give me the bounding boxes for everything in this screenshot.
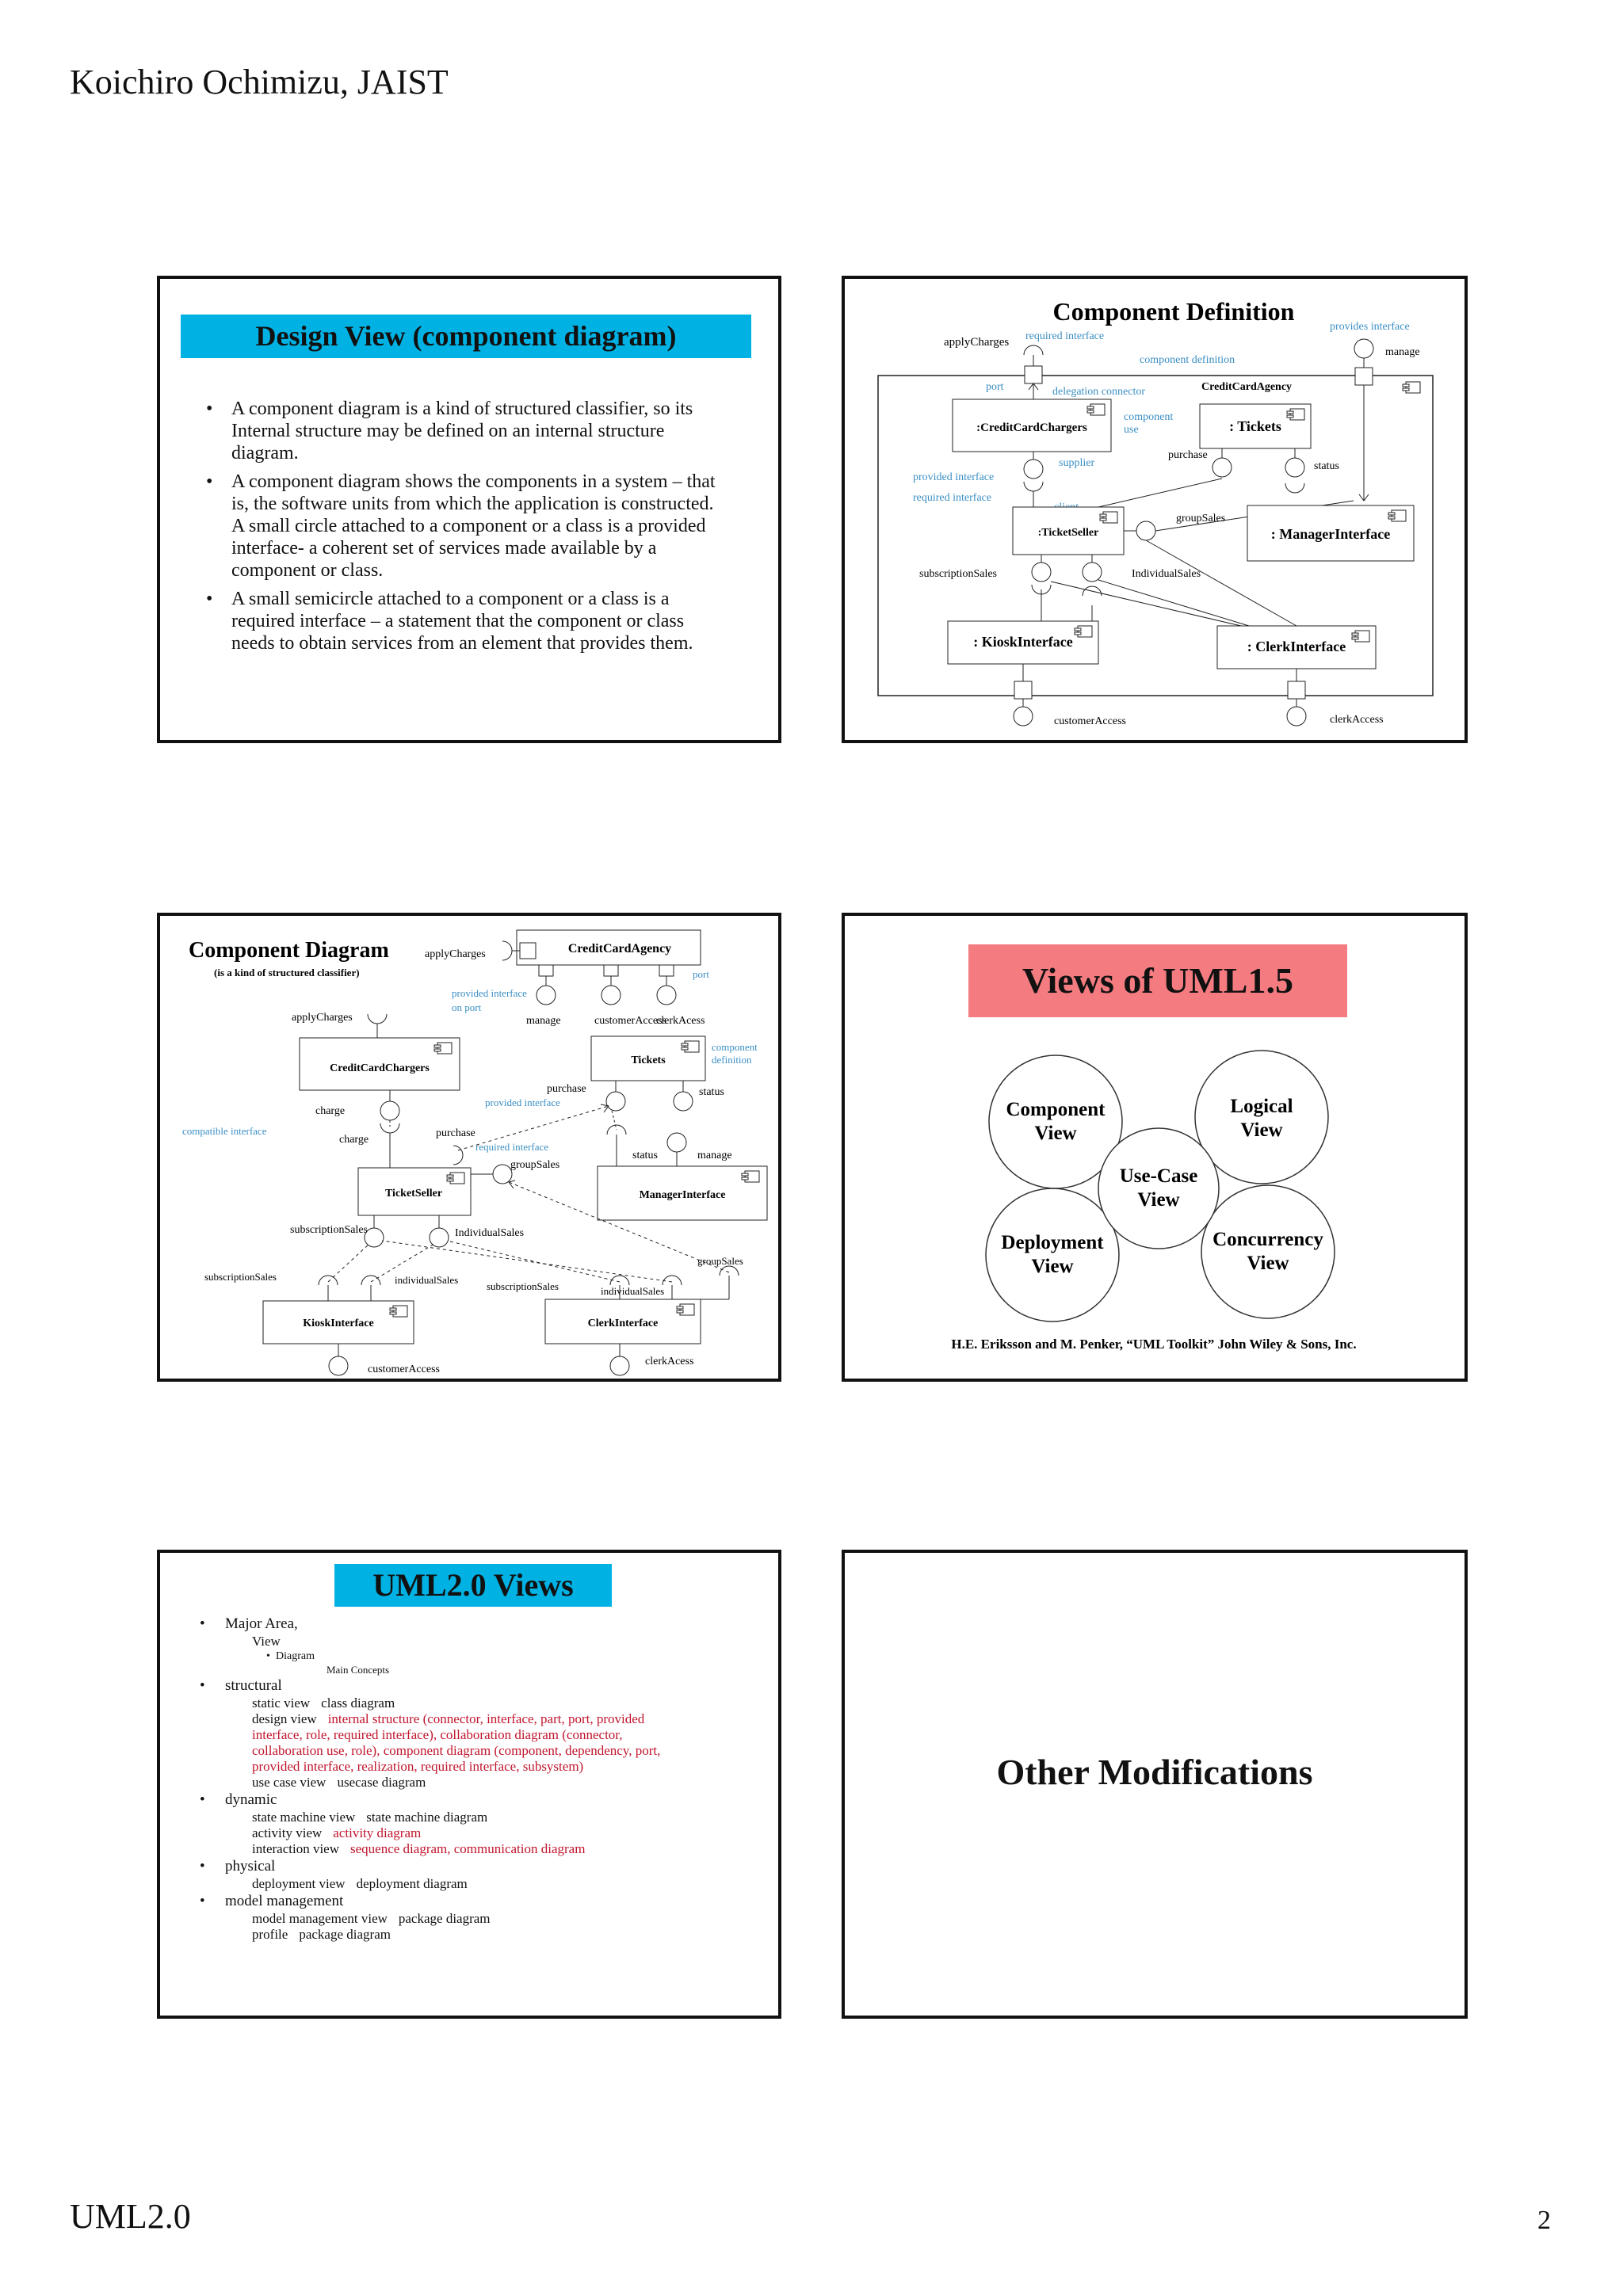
label-status-2: status [632,1150,658,1161]
provided-interface-status [1285,458,1304,477]
view-label: View [1034,1123,1077,1144]
diagram-name: package diagram [299,1927,391,1942]
annotation-component-definition: component definition [1140,354,1235,366]
label-manage: manage [1385,346,1420,358]
view-label: View [1247,1253,1289,1274]
label-customer-access: customerAccess [368,1363,440,1375]
slide-title: Component Definition [1052,297,1295,326]
component-name: ManagerInterface [639,1189,726,1201]
outline-item: • Major Area, [184,1615,754,1634]
view-row [184,1825,754,1841]
view-label: Use-Case [1119,1165,1198,1187]
annotation-provided-on-port-2: on port [452,1001,482,1013]
view-name: use case view [252,1775,327,1790]
bullet-item: • A component diagram shows the components in a system – that is, the software units from which the application is constructed. A small circle attached to a component or a class is a provided interface- a coherent set of services made available by a component or class. [206,471,721,582]
label-status-1: status [699,1086,724,1098]
view-name: deployment view [252,1876,346,1891]
view-row [184,1711,754,1727]
slide-uml20-views [157,1550,781,2019]
port-manage [1355,368,1373,385]
label-subscription-sales-2: subscriptionSales [204,1271,277,1283]
view-name: profile [252,1927,288,1942]
required-interface-symbol [380,1123,399,1133]
port-clerk-access [1288,681,1305,699]
slide-title: Design View (component diagram) [181,315,751,358]
view-label: View [1031,1256,1074,1277]
provided-interface-group-sales [493,1165,512,1184]
annotation-required-interface: required interface [475,1141,549,1153]
circle-logical-view [1195,1051,1328,1184]
diagram-name: sequence diagram, communication diagram [350,1841,586,1856]
annotation-provided-on-port: provided interface [452,987,527,999]
provided-interface-clerk-access [1287,707,1306,726]
required-interface-symbol [663,1276,682,1285]
provided-interface-individual-sales [1083,563,1102,582]
diagram-name: deployment diagram [356,1876,468,1891]
annotation-compatible-interface: compatible interface [182,1125,267,1137]
view-row [184,1876,754,1892]
port-apply-charges [520,943,536,959]
bullet-item: • A component diagram is a kind of structured classifier, so its Internal structure may be defined on an internal structure diagram. [206,398,721,464]
provided-interface-subscription-sales [1032,563,1051,582]
component-name: : ClerkInterface [1247,639,1346,654]
component-name: :CreditCardChargers [976,421,1087,434]
label-group-sales-2: groupSales [697,1255,743,1267]
component-name: TicketSeller [384,1188,443,1199]
slide-component-definition [842,276,1468,743]
component-name: CreditCardChargers [330,1062,430,1074]
label-customer-access-top: customerAccess [594,1015,666,1027]
component-diagram [160,916,778,1379]
label-individual-sales-2: individualSales [395,1274,459,1286]
provided-interface-manage [537,986,556,1005]
component-name: Tickets [631,1055,666,1066]
view-row-continued: collaboration use, role), component diagram (component, dependency, port, [252,1743,661,1758]
agency-label: CreditCardAgency [1201,381,1293,393]
view-row [184,1911,754,1927]
view-row-continued: provided interface, realization, required interface, subsystem) [252,1759,584,1774]
slide-title: Views of UML1.5 [968,944,1347,1017]
label-charge-1: charge [315,1105,346,1117]
citation: H.E. Eriksson and M. Penker, “UML Toolkit” John Wiley & Sons, Inc. [951,1337,1357,1352]
provided-interface-charge [380,1101,399,1120]
label-group-sales: groupSales [1176,513,1226,524]
view-row [184,1775,754,1791]
required-interface-symbol [319,1276,338,1285]
view-row [184,1695,754,1711]
view-row [184,1841,754,1857]
view-label: Component [1006,1099,1106,1120]
views-outline [184,1615,754,1943]
annotation-component-use-2: use [1124,424,1139,436]
label-manage-2: manage [697,1150,732,1161]
required-interface-symbol [1024,345,1043,355]
circle-use-case-view [1098,1128,1219,1249]
label-group-sales-1: groupSales [510,1159,560,1171]
view-name: model management view [252,1911,388,1926]
view-name: design view [252,1711,317,1726]
view-label: Deployment [1001,1232,1104,1253]
provided-interface-purchase [606,1092,625,1111]
label-subscription-sales-3: subscriptionSales [487,1280,559,1292]
port [659,965,674,976]
required-interface-symbol [453,1146,463,1165]
label-clerk-access: clerkAccess [1330,714,1384,726]
view-label: Concurrency [1212,1229,1323,1250]
label-individual-sales-3: individualSales [601,1285,665,1297]
port [604,965,618,976]
provided-interface-group-sales [1136,521,1155,540]
annotation-component-definition: component [712,1041,758,1053]
label-manage: manage [526,1015,561,1027]
annotation-delegation-connector: delegation connector [1052,386,1146,398]
view-name: activity view [252,1825,323,1840]
page-number: 2 [1537,2206,1551,2235]
view-label: Logical [1230,1096,1293,1117]
page-header: Koichiro Ochimizu, JAIST [70,63,449,101]
annotation-port: port [693,968,709,980]
label-clerk-access-top: clerkAcess [656,1015,705,1027]
outline-item: Main Concepts [327,1664,390,1676]
slide-other-modifications [842,1550,1468,2019]
slide-views-uml15 [842,913,1468,1382]
area-model-management: • model management [184,1892,754,1911]
annotation-component-definition-2: definition [712,1054,752,1066]
provided-interface-manage [667,1133,686,1152]
annotation-port: port [986,381,1004,393]
port [539,965,553,976]
view-name: static view [252,1695,311,1711]
view-name: state machine view [252,1810,356,1825]
annotation-provided-interface: provided interface [485,1097,560,1108]
slide-design-view [157,276,781,743]
slide-title: UML2.0 Views [334,1564,612,1607]
provided-interface-manage [1354,339,1373,358]
annotation-supplier: supplier [1059,457,1095,469]
component-name: : ManagerInterface [1270,526,1391,542]
area-structural: • structural [184,1676,754,1695]
bullet-item: • A small semicircle attached to a component or a class is a required interface – a statement that the component or class needs to obtain services from an element that provides them. [206,588,721,654]
circle-deployment-view [986,1188,1119,1322]
provided-interface-individual-sales [430,1228,449,1247]
component-name: : Tickets [1229,418,1281,434]
required-interface-symbol [361,1276,380,1285]
provided-interface-clerk-access [657,986,676,1005]
annotation-required-interface: required interface [1025,330,1105,342]
annotation-component-use: component [1124,411,1174,423]
bullet-list [206,398,721,661]
label-individual-sales: IndividualSales [1132,568,1201,580]
slide-title: Component Diagram [189,938,389,963]
provided-interface-customer-access [1014,707,1033,726]
provided-interface-charge [1024,460,1043,479]
label-subscription-sales: subscriptionSales [919,568,997,580]
view-label: View [1240,1119,1283,1141]
provided-interface-customer-access [329,1356,348,1375]
circle-concurrency-view [1201,1185,1335,1318]
diagram-name: usecase diagram [337,1775,426,1790]
required-interface-symbol [368,1014,387,1024]
label-customer-access: customerAccess [1054,715,1126,727]
outline-item: • Diagram [184,1650,754,1664]
label-apply-charges: applyCharges [292,1012,353,1024]
provided-interface-clerk-access [610,1356,629,1375]
view-row-continued: interface, role, required interface), collaboration diagram (connector, [252,1727,623,1742]
page-footer-title: UML2.0 [70,2197,191,2236]
label-individual-sales-1: IndividualSales [455,1227,525,1239]
views-diagram [845,916,1465,1379]
required-interface-symbol [1285,483,1304,493]
port-apply-charges [1025,366,1042,383]
label-purchase-1: purchase [547,1083,586,1095]
diagram-name: package diagram [398,1911,491,1926]
component-name: : KioskInterface [973,634,1073,650]
diagram-name: class diagram [321,1695,395,1711]
view-label: View [1137,1189,1180,1211]
label-apply-charges-top: applyCharges [425,948,486,960]
view-row [184,1927,754,1943]
component-name: :TicketSeller [1037,527,1099,539]
label-subscription-sales-1: subscriptionSales [290,1224,368,1236]
provided-interface-customer-access [601,986,621,1005]
required-interface-symbol [720,1266,739,1276]
label-purchase: purchase [1168,449,1208,461]
label-apply-charges: applyCharges [944,336,1010,349]
slide-component-diagram [157,913,781,1382]
required-interface-symbol [1024,482,1043,491]
label-clerk-access: clerkAcess [645,1356,694,1367]
annotation-provides-interface: provides interface [1330,321,1410,333]
label-charge-2: charge [339,1134,369,1146]
component-name: CreditCardAgency [567,942,672,955]
component-icon [1403,382,1420,393]
port-customer-access [1014,681,1032,699]
provided-interface-purchase [1212,458,1232,477]
slide-subtitle: (is a kind of structured classifier) [214,967,360,978]
component-name: ClerkInterface [587,1318,659,1329]
label-purchase-2: purchase [436,1127,475,1139]
component-name: KioskInterface [303,1318,374,1329]
diagram-name: state machine diagram [366,1810,488,1825]
diagram-name: internal structure (connector, interface, part, port, provided [327,1711,645,1726]
area-dynamic: • dynamic [184,1791,754,1810]
annotation-provided-interface: provided interface [913,471,995,483]
diagram-name: activity diagram [333,1825,422,1840]
outline-item: View [252,1634,281,1649]
provided-interface-status [674,1092,693,1111]
view-row [184,1810,754,1825]
area-physical: • physical [184,1857,754,1876]
label-status: status [1314,460,1339,472]
slide-title: Other Modifications [996,1752,1313,1792]
component-definition-diagram [845,279,1465,740]
annotation-required-interface: required interface [913,492,992,504]
view-name: interaction view [252,1841,339,1856]
required-interface-symbol [502,941,512,960]
